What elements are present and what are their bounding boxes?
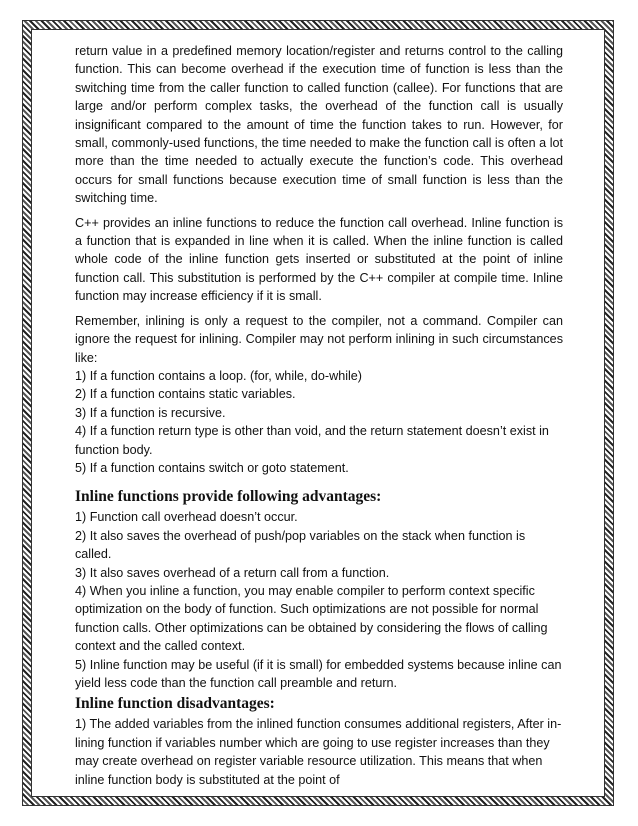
paragraph-inlining-request: Remember, inlining is only a request to the compiler, not a command. Compiler can ignore the request for inlining. Compiler may not perform inlining in such circumstances like:	[75, 313, 563, 365]
list-item: 4) If a function return type is other than void, and the return statement doesn’t exist in function body.	[75, 424, 549, 457]
list-item: 1) If a function contains a loop. (for, while, do-while)	[75, 368, 363, 383]
paragraph-function-call-overhead: return value in a predefined memory location/register and returns control to the calling function. This can become overhead if the execution time of function is less than the switching time from the caller function to called function (callee). For functions that are large and/or perform complex tasks, the overhead of the function call is usually insignificant compared to the amount of time the function takes to run. However, for small, commonly-used functions, the time needed to make the function call is often a lot more than the time needed to actually execute the function’s code. This overhead occurs for small functions because execution time of small function is less than the switching time.	[75, 44, 563, 206]
advantages-heading: Inline functions provide following advantages:	[75, 488, 382, 506]
list-item: 3) It also saves overhead of a return call from a function.	[75, 565, 390, 580]
paragraph-cpp-inline-intro: C++ provides an inline functions to reduce the function call overhead. Inline function is a function that is expanded in line when it is called. When the inline function is called whole code of the inline function gets inserted or substituted at the point of inline function call. This substitution is performed by the C++ compiler at compile time. Inline function may increase efficiency if it is small.	[75, 215, 563, 304]
list-item: 1) The added variables from the inlined function consumes additional registers, After in-lining function if variables number which are going to use register increases than they may create overhead on register variable resource utilization. This means that when inline function body is substituted at the point of	[75, 717, 562, 787]
advantages-list	[75, 508, 563, 692]
list-item: 5) Inline function may be useful (if it is small) for embedded systems because inline can yield less code than the function call preamble and return.	[75, 657, 562, 690]
circumstances-list	[75, 367, 563, 477]
list-item: 1) Function call overhead doesn’t occur.	[75, 510, 298, 525]
page-content	[75, 42, 563, 789]
list-item: 5) If a function contains switch or goto statement.	[75, 460, 349, 475]
list-item: 4) When you inline a function, you may enable compiler to perform context specific optimization on the body of function. Such optimizations are not possible for normal function calls. Other optimizations can be obtained by considering the flows of calling context and the called context.	[75, 583, 548, 654]
list-item: 2) If a function contains static variables.	[75, 387, 296, 402]
list-item: 3) If a function is recursive.	[75, 405, 226, 420]
disadvantages-heading: Inline function disadvantages:	[75, 695, 275, 713]
disadvantages-list	[75, 715, 563, 789]
list-item: 2) It also saves the overhead of push/pop variables on the stack when function is called.	[75, 528, 526, 562]
